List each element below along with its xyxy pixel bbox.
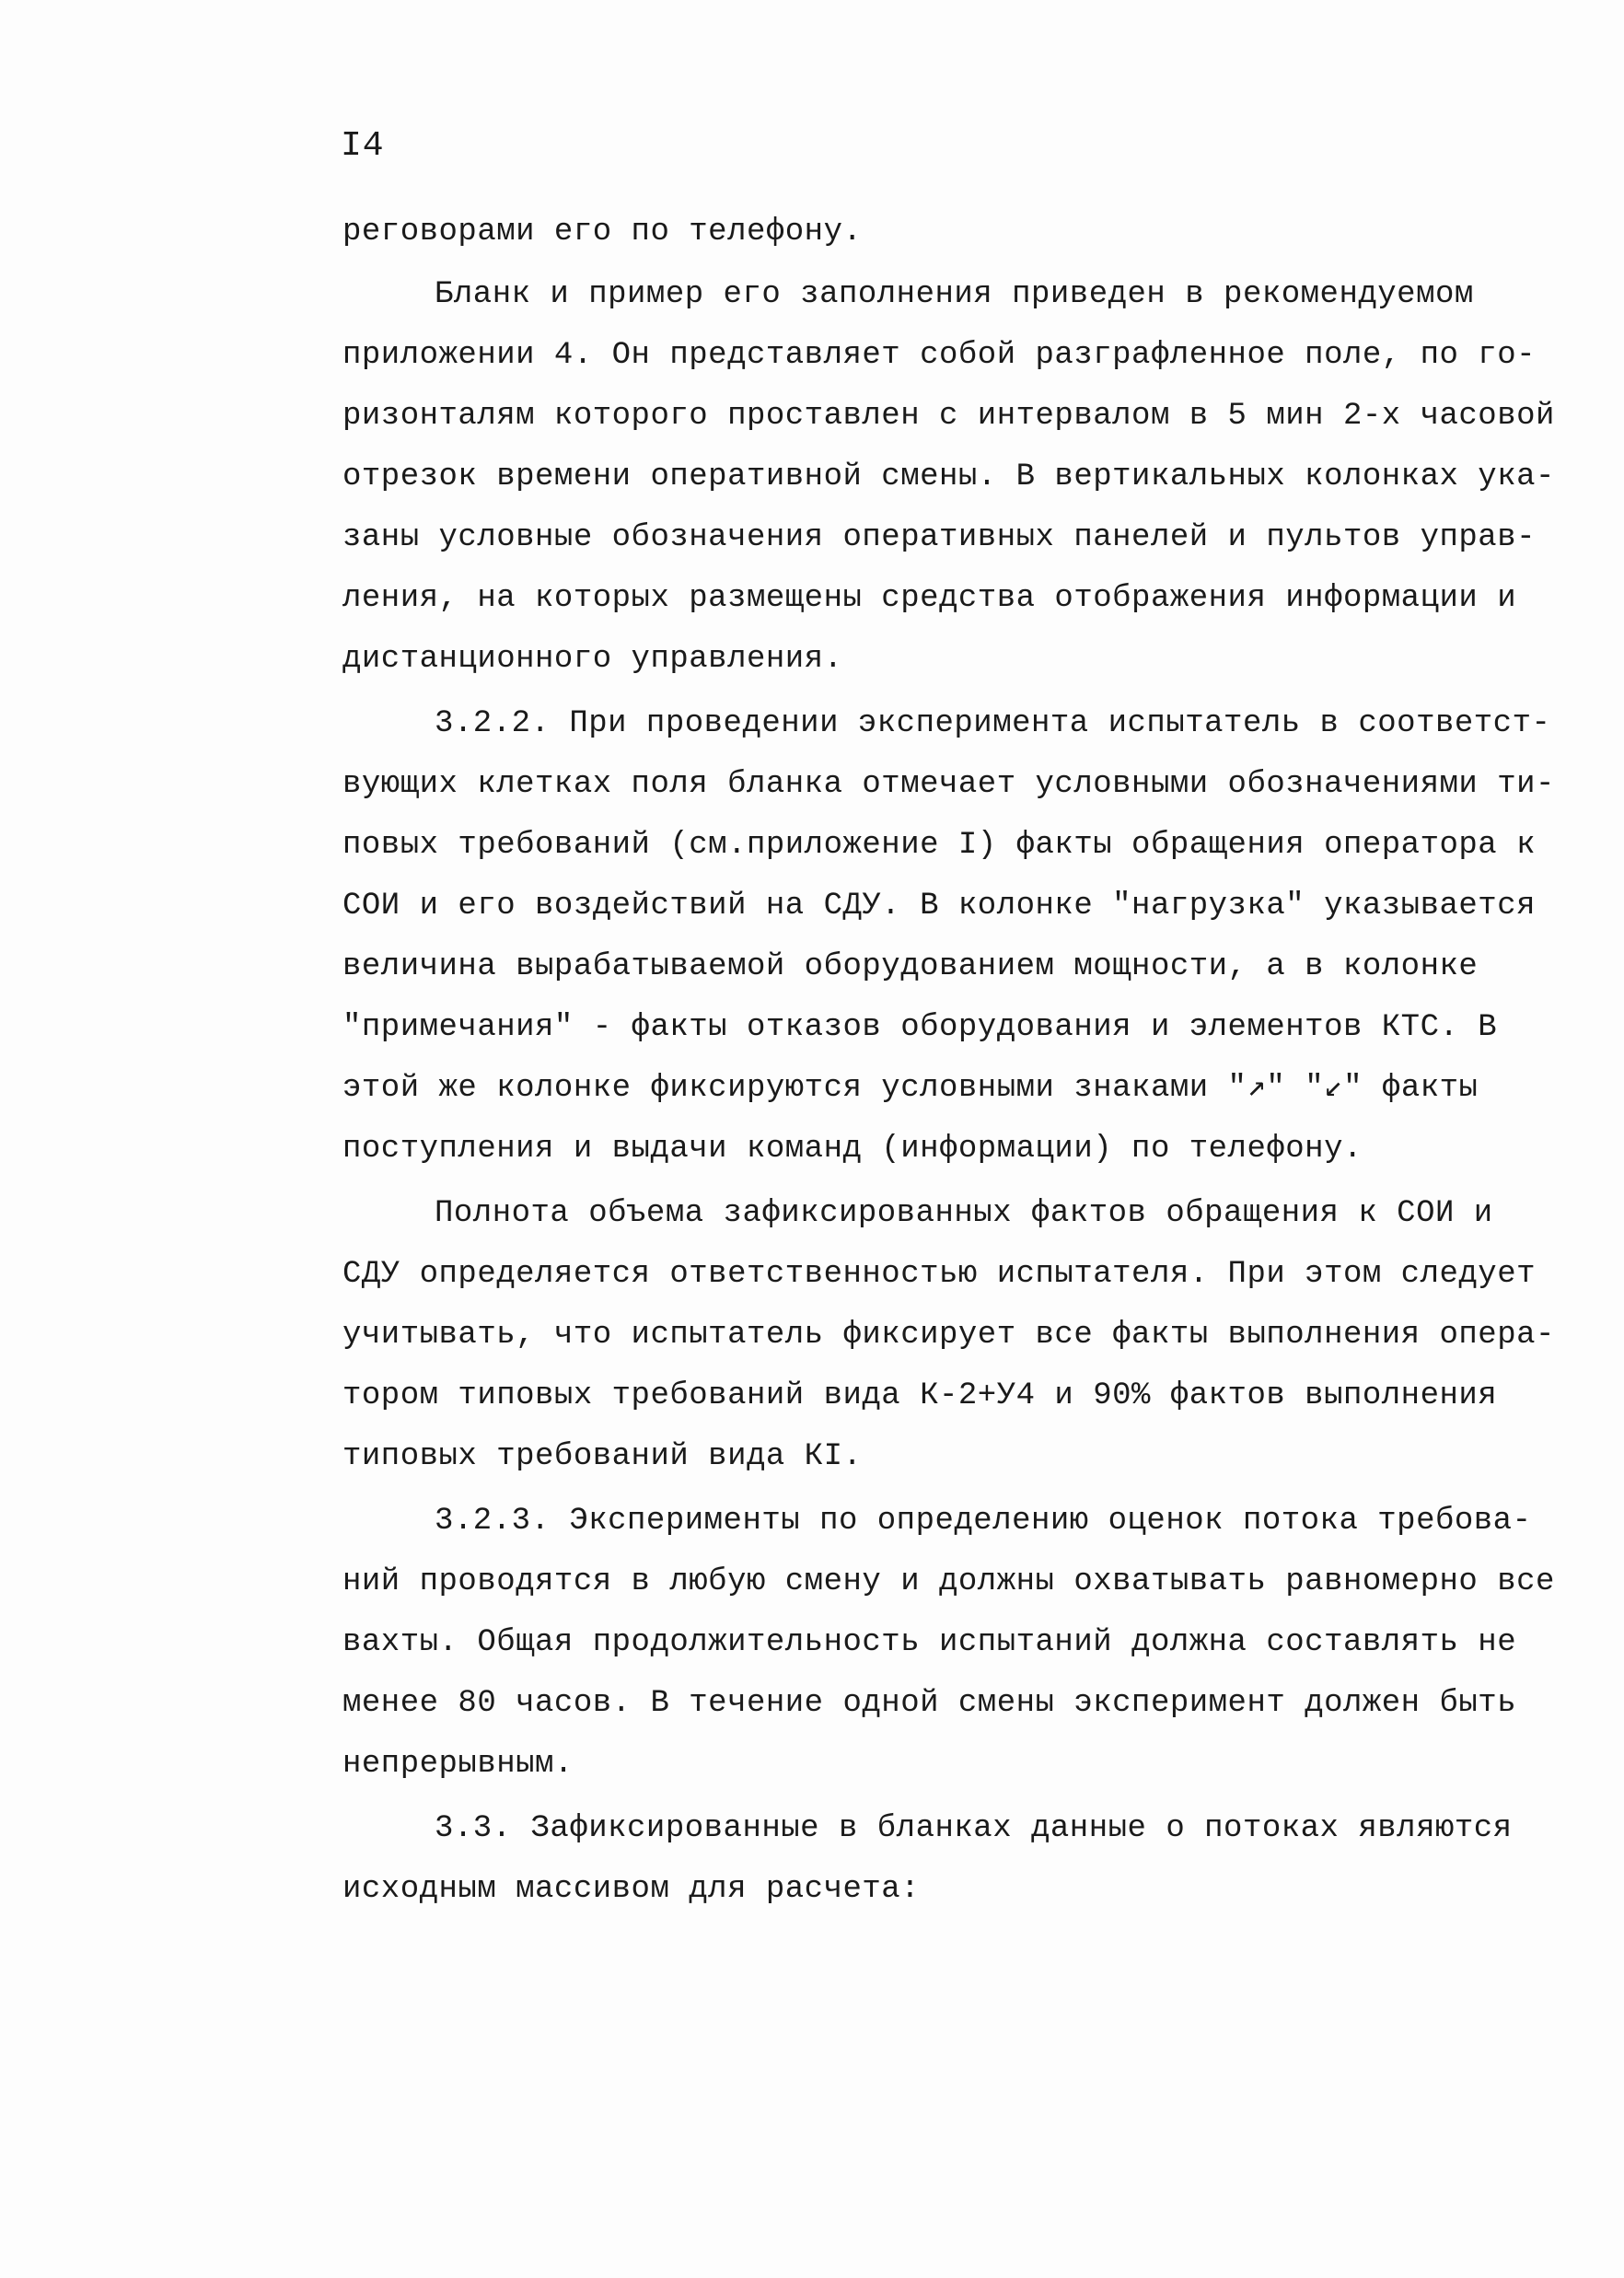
text-line: величина вырабатываемой оборудованием мощности, а в колонке bbox=[342, 949, 1479, 984]
text-line: вующих клетках поля бланка отмечает условными обозначениями ти- bbox=[342, 767, 1555, 802]
text-line: исходным массивом для расчета: bbox=[342, 1872, 921, 1907]
text-line: вахты. Общая продолжительность испытаний должна составлять не bbox=[342, 1625, 1517, 1660]
text-line-with-arrow-marks: этой же колонке фиксируются условными знаками "↗" "↙" факты bbox=[342, 1071, 1479, 1106]
text-line: отрезок времени оперативной смены. В вертикальных колонках ука- bbox=[342, 459, 1555, 494]
text-line: поступления и выдачи команд (информации) по телефону. bbox=[342, 1132, 1363, 1167]
text-line: непрерывным. bbox=[342, 1747, 574, 1782]
text-line: Полнота объема зафиксированных фактов обращения к СОИ и bbox=[435, 1196, 1493, 1231]
text-line: СОИ и его воздействий на СДУ. В колонке "нагрузка" указывается bbox=[342, 889, 1537, 924]
text-line: учитывать, что испытатель фиксирует все факты выполнения опера- bbox=[342, 1318, 1555, 1353]
section-3-2-3-line: 3.2.3. Эксперименты по определению оценок потока требова- bbox=[435, 1504, 1532, 1539]
text-line: "примечания" - факты отказов оборудования и элементов КТС. В bbox=[342, 1010, 1498, 1045]
text-line: СДУ определяется ответственностью испытателя. При этом следует bbox=[342, 1257, 1537, 1292]
section-3-2-2-line: 3.2.2. При проведении эксперимента испытатель в соответст- bbox=[435, 706, 1551, 741]
section-3-3-line: 3.3. Зафиксированные в бланках данные о потоках являются bbox=[435, 1811, 1513, 1846]
text-line: менее 80 часов. В течение одной смены эксперимент должен быть bbox=[342, 1686, 1517, 1721]
text-line: ний проводятся в любую смену и должны охватывать равномерно все bbox=[342, 1564, 1555, 1599]
text-line: ления, на которых размещены средства отображения информации и bbox=[342, 581, 1517, 616]
text-line: Бланк и пример его заполнения приведен в рекомендуемом bbox=[435, 277, 1474, 312]
text-line: заны условные обозначения оперативных панелей и пультов управ- bbox=[342, 520, 1537, 555]
page-number: I4 bbox=[341, 126, 385, 166]
text-line: типовых требований вида КI. bbox=[342, 1439, 863, 1474]
text-line: повых требований (см.приложение I) факты обращения оператора к bbox=[342, 828, 1537, 863]
text-line: приложении 4. Он представляет собой разграфленное поле, по го- bbox=[342, 338, 1537, 373]
text-line: ризонталям которого проставлен с интервалом в 5 мин 2-х часовой bbox=[342, 399, 1555, 434]
text-line: тором типовых требований вида К-2+У4 и 90% фактов выполнения bbox=[342, 1378, 1498, 1413]
text-line: реговорами его по телефону. bbox=[342, 215, 863, 250]
text-line: дистанционного управления. bbox=[342, 642, 843, 677]
